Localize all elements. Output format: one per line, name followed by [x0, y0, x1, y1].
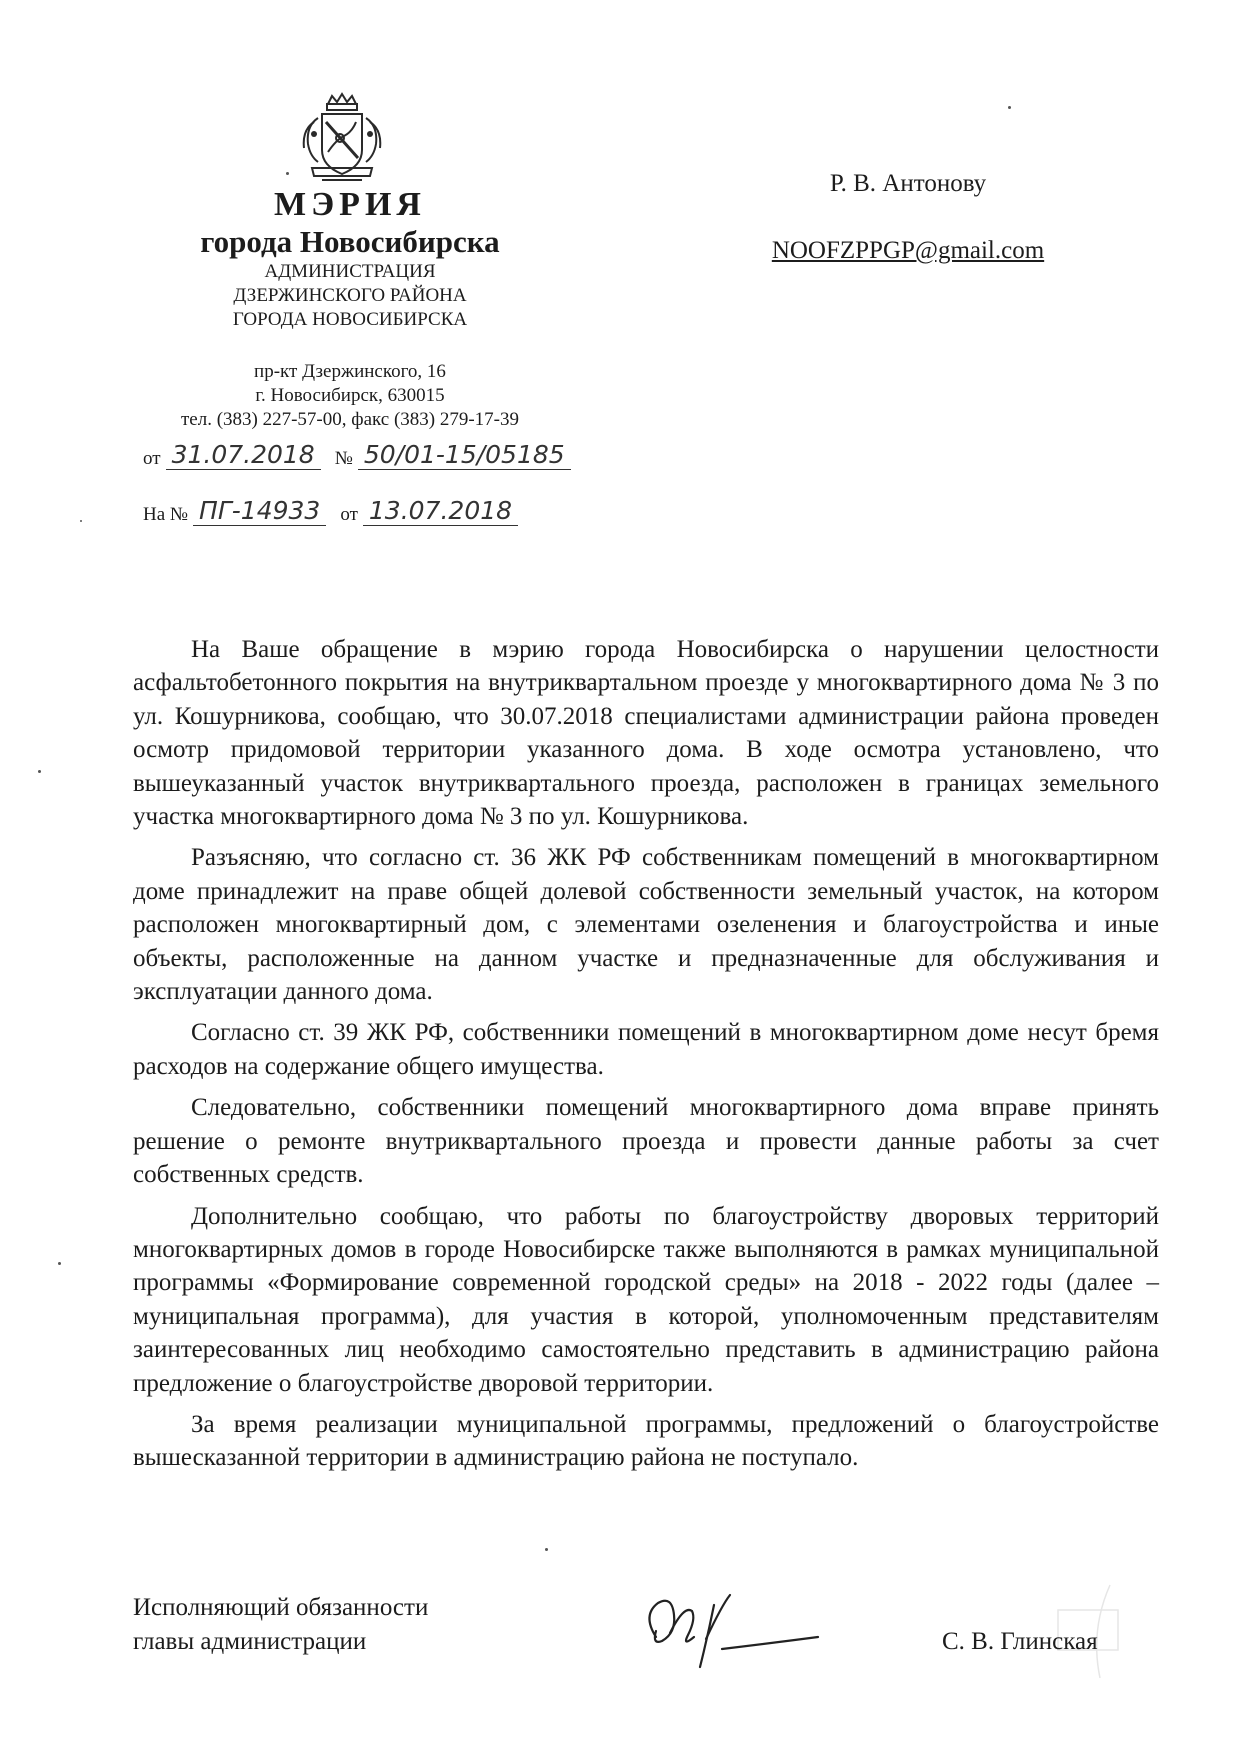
letterhead-address: [130, 360, 570, 432]
admin-line-1: АДМИНИСТРАЦИЯ: [264, 261, 436, 282]
incoming-reference-row: [138, 497, 518, 526]
address-street: пр-кт Дзержинского, 16: [254, 361, 446, 382]
address-phone: тел. (383) 227-57-00, факс (383) 279-17-39: [180, 409, 520, 430]
handwritten-ref-number: ПГ-14933: [193, 497, 326, 526]
ref-label: На №: [143, 504, 189, 525]
ref-date-label: от: [340, 504, 358, 525]
body-paragraph-2: Разъясняю, что согласно ст. 36 ЖК РФ собственникам помещений в многоквартирном доме принадлежит на праве общей долевой собственности земельный участок, на котором расположен многоквартирный дом, с элементами озеленения и благоустройства и иные объекты, расположенные на данном участке и предназначенные для обслуживания и эксплуатации данного дома.: [133, 844, 1159, 1006]
body-paragraph-5: Дополнительно сообщаю, что работы по благоустройству дворовых территорий многоквартирных домов в городе Новосибирске также выполняются в рамках муниципальной программы «Формирование современной городской среды» на 2018 - 2022 годы (далее – муниципальная программа), для участия в которой, уполномоченным представителям заинтересованных лиц необходимо самостоятельно представить в администрацию района предложение о благоустройстве дворовой территории.: [133, 1202, 1159, 1397]
body-paragraph-3: Согласно ст. 39 ЖК РФ, собственники помещений в многоквартирном доме несут бремя расходов на содержание общего имущества.: [133, 1019, 1159, 1080]
addressee-name: Р. В. Антонову: [829, 170, 987, 197]
outgoing-date-number-row: [138, 441, 571, 470]
number-label: №: [334, 448, 353, 469]
scan-speck: [38, 770, 41, 773]
addressee-block: [748, 168, 1068, 267]
letterhead: [130, 186, 570, 432]
handwritten-signature: [622, 1575, 832, 1685]
mayoralty-title: МЭРИЯ: [274, 186, 426, 223]
admin-line-2: ДЗЕРЖИНСКОГО РАЙОНА: [233, 285, 467, 306]
position-line-1: Исполняющий обязанности: [133, 1594, 429, 1621]
body-paragraph-1: На Ваше обращение в мэрию города Новосибирска о нарушении целостности асфальтобетонного покрытия на внутриквартальном проезде у многоквартирного дома № 3 по ул. Кошурникова, сообщаю, что 30.07.2018 специалистами администрации района проведен осмотр придомовой территории указанного дома. В ходе осмотра установлено, что вышеуказанный участок внутриквартального проезда, расположен в границах земельного участка многоквартирного дома № 3 по ул. Кошурникова.: [133, 636, 1159, 831]
city-coat-of-arms-emblem: [292, 92, 392, 190]
signer-position: [133, 1591, 428, 1659]
letter-body: [133, 633, 1159, 1483]
body-paragraph-6: За время реализации муниципальной программы, предложений о благоустройстве вышесказанной территории в администрацию района не поступало.: [133, 1410, 1159, 1472]
position-line-2: главы администрации: [133, 1628, 367, 1655]
body-paragraph-4: Следовательно, собственники помещений многоквартирного дома вправе принять решение о ремонте внутриквартального проезда и провести данные работы за счет собственных средств.: [133, 1094, 1159, 1189]
address-city: г. Новосибирск, 630015: [255, 385, 445, 406]
scan-speck: [286, 172, 289, 175]
scan-speck: [545, 1548, 548, 1551]
scan-speck: [80, 520, 82, 522]
handwritten-date: 31.07.2018: [166, 441, 321, 470]
scan-speck: [58, 1262, 61, 1265]
handwritten-ref-date: 13.07.2018: [363, 497, 518, 526]
handwritten-number: 50/01-15/05185: [358, 441, 571, 470]
signer-name: С. В. Глинская: [942, 1628, 1098, 1655]
date-label: от: [143, 448, 161, 469]
addressee-email: NOOFZPPGP@gmail.com: [771, 237, 1045, 264]
scan-speck: [1008, 106, 1011, 109]
city-name: города Новосибирска: [200, 224, 500, 259]
admin-line-3: ГОРОДА НОВОСИБИРСКА: [232, 309, 468, 330]
